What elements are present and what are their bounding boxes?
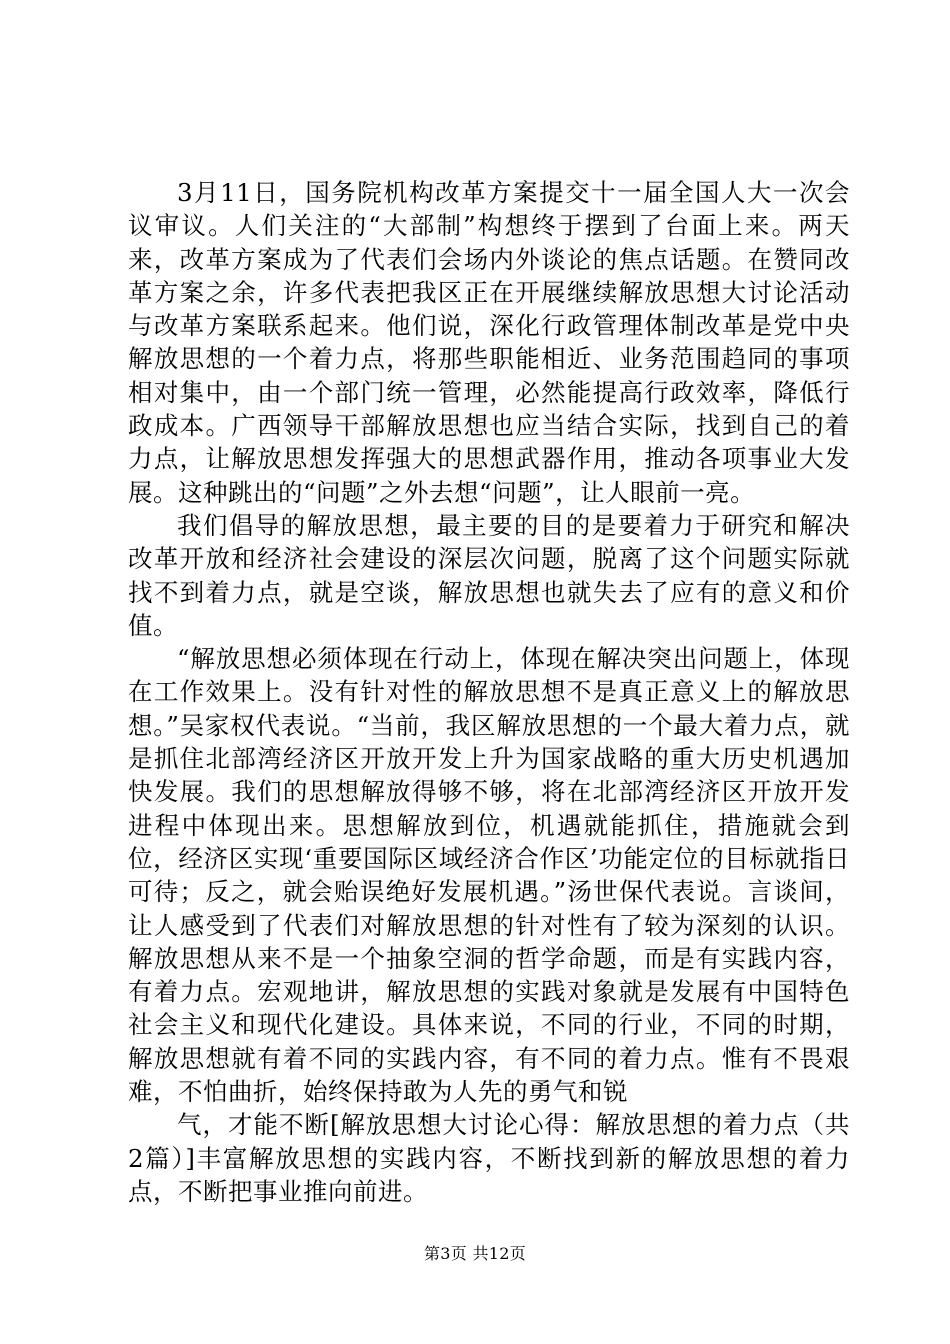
paragraph: 气，才能不断[解放思想大讨论心得：解放思想的着力点（共2篇）]丰富解放思想的实践内容，不断找到新的解放思想的着力点，不断把事业推向前进。 bbox=[128, 1110, 850, 1206]
document-body bbox=[128, 176, 850, 1208]
paragraph: “解放思想必须体现在行动上，体现在解决突出问题上，体现在工作效果上。没有针对性的解放思想不是真正意义上的解放思想。”吴家权代表说。“当前，我区解放思想的一个最大着力点，就是抓住北部湾经济区开放开发上升为国家战略的重大历史机遇加快发展。我们的思想解放得够不够，将在北部湾经济区开放开发进程中体现出来。思想解放到位，机遇就能抓住，措施就会到位，经济区实现‘重要国际区域经济合作区’功能定位的目标就指日可待；反之，就会贻误绝好发展机遇。”汤世保代表说。言谈间，让人感受到了代表们对解放思想的针对性有了较为深刻的认识。解放思想从来不是一个抽象空洞的哲学命题，而是有实践内容，有着力点。宏观地讲，解放思想的实践对象就是发展有中国特色社会主义和现代化建设。具体来说，不同的行业，不同的时期，解放思想就有着不同的实践内容，有不同的着力点。惟有不畏艰难，不怕曲折，始终保持敢为人先的勇气和锐 bbox=[128, 644, 850, 1107]
paragraph: 我们倡导的解放思想，最主要的目的是要着力于研究和解决改革开放和经济社会建设的深层次问题，脱离了这个问题实际就找不到着力点，就是空谈，解放思想也就失去了应有的意义和价值。 bbox=[128, 510, 850, 640]
paragraph: 3月11日，国务院机构改革方案提交十一届全国人大一次会议审议。人们关注的“大部制”构想终于摆到了台面上来。两天来，改革方案成为了代表们会场内外谈论的焦点话题。在赞同改革方案之余，许多代表把我区正在开展继续解放思想大讨论活动与改革方案联系起来。他们说，深化行政管理体制改革是党中央解放思想的一个着力点，将那些职能相近、业务范围趋同的事项相对集中，由一个部门统一管理，必然能提高行政效率，降低行政成本。广西领导干部解放思想也应当结合实际，找到自己的着力点，让解放思想发挥强大的思想武器作用，推动各项事业大发展。这种跳出的“问题”之外去想“问题”，让人眼前一亮。 bbox=[128, 178, 850, 507]
page-number-footer: 第3页 共12页 bbox=[423, 1244, 527, 1263]
